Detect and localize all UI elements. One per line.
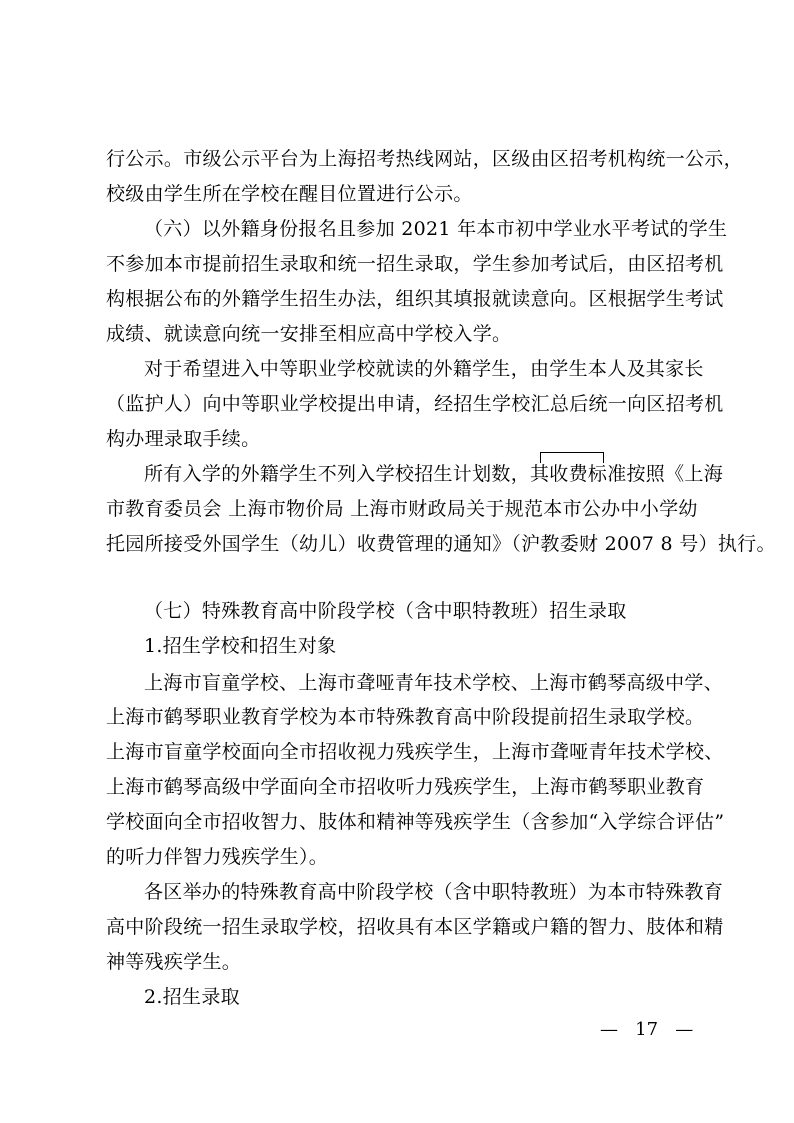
page-number: — 17 — <box>600 1019 694 1040</box>
body-text-line: 所有入学的外籍学生不列入学校招生计划数，其收费标准按照《上海 <box>144 463 724 485</box>
body-text-line: 不参加本市提前招生录取和统一招生录取，学生参加考试后，由区招考机 <box>106 253 724 275</box>
body-text-line: （监护人）向中等职业学校提出申请，经招生学校汇总后统一向区招考机 <box>106 393 724 415</box>
body-text-line: 市教育委员会 上海市物价局 上海市财政局关于规范本市公办中小学幼 <box>106 498 698 520</box>
body-text-line: 神等残疾学生。 <box>106 951 242 973</box>
body-text-line: 构办理录取手续。 <box>106 428 261 450</box>
body-text-line: 的听力伴智力残疾学生）。 <box>106 846 329 868</box>
body-text-line: 上海市盲童学校、上海市聋哑青年技术学校、上海市鹤琴高级中学、 <box>144 672 724 694</box>
body-text-line: 成绩、就读意向统一安排至相应高中学校入学。 <box>106 323 512 345</box>
section-heading: （七）特殊教育高中阶段学校（含中职特教班）招生录取 <box>144 600 627 622</box>
body-text-line: 各区举办的特殊教育高中阶段学校（含中职特教班）为本市特殊教育 <box>144 881 724 903</box>
body-text-line: 行公示。市级公示平台为上海招考热线网站，区级由区招考机构统一公示， <box>106 148 743 170</box>
body-text-line: 上海市盲童学校面向全市招收视力残疾学生，上海市聋哑青年技术学校、 <box>106 741 724 763</box>
body-text-line: 上海市鹤琴高级中学面向全市招收听力残疾学生，上海市鹤琴职业教育 <box>106 776 705 798</box>
body-text-line: 校级由学生所在学校在醒目位置进行公示。 <box>106 183 473 205</box>
body-text-line: 对于希望进入中等职业学校就读的外籍学生，由学生本人及其家长 <box>144 358 704 380</box>
subsection-heading: 1.招生学校和招生对象 <box>144 635 337 657</box>
body-text-line: 上海市鹤琴职业教育学校为本市特殊教育高中阶段提前招生录取学校。 <box>106 706 705 728</box>
body-text-line: 高中阶段统一招生录取学校，招收具有本区学籍或户籍的智力、肢体和精 <box>106 916 724 938</box>
body-text-line: 学校面向全市招收智力、肢体和精神等残疾学生（含参加“入学综合评估” <box>106 811 725 833</box>
body-text-line: （六）以外籍身份报名且参加 2021 年本市初中学业水平考试的学生 <box>144 218 728 240</box>
body-text-line: 构根据公布的外籍学生招生办法，组织其填报就读意向。区根据学生考试 <box>106 288 724 310</box>
body-text-line: 托园所接受外国学生（幼儿）收费管理的通知》（沪教委财 2007 8 号）执行。 <box>106 533 776 555</box>
subsection-heading: 2.招生录取 <box>144 986 240 1008</box>
